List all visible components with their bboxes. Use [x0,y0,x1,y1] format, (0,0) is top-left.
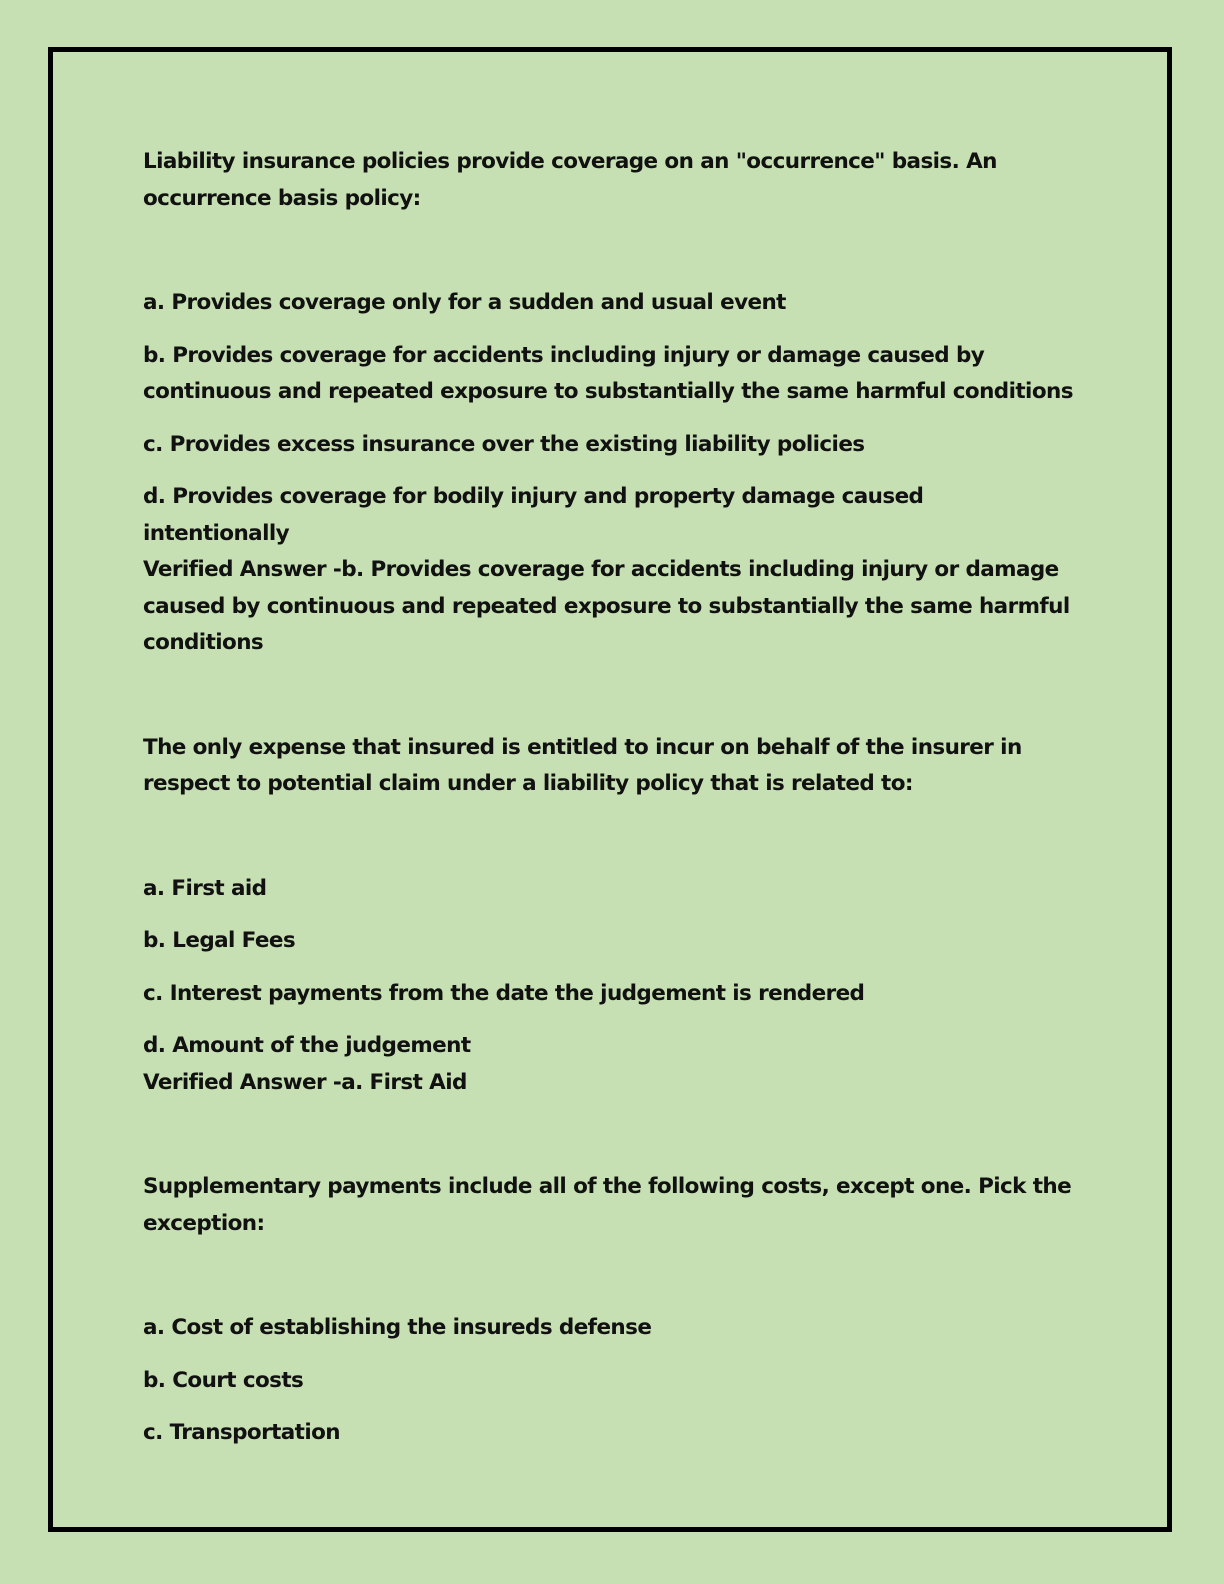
verified-answer: Verified Answer -b. Provides coverage for accidents including injury or damage caused by continuous and repeated exposure to substantially the same harmful conditions [143,557,1070,655]
answer-option: c. Provides excess insurance over the existing liability policies [143,431,865,457]
answer-option: a. Provides coverage only for a sudden and usual event [143,290,786,315]
verified-answer: Verified Answer -a. First Aid [143,1069,467,1095]
question-block [143,730,1073,1102]
document-content [143,144,1073,1468]
answer-option: a. First aid [143,875,267,901]
answer-option: b. Legal Fees [143,928,296,953]
answer-option: b. Provides coverage for accidents including injury or damage caused by continuous and repeated exposure to substantially the same harmful conditions [143,342,1073,404]
question-block [143,1169,1073,1452]
answer-option: c. Interest payments from the date the judgement is rendered [143,980,865,1006]
answer-option: a. Cost of establishing the insureds defense [143,1315,652,1340]
question-text: Supplementary payments include all of the following costs, except one. Pick the exception: [143,1174,1072,1236]
answer-option: c. Transportation [143,1420,340,1445]
question-text: The only expense that insured is entitled to incur on behalf of the insurer in respect to potential claim under a liability policy that is related to: [143,734,1022,796]
question-block [143,144,1073,662]
answer-option: d. Amount of the judgement [143,1033,471,1058]
answer-option: b. Court costs [143,1367,304,1393]
answer-option: d. Provides coverage for bodily injury and property damage caused intentionally [143,484,924,546]
question-text: Liability insurance policies provide coverage on an "occurrence" basis. An occurrence basis policy: [143,149,997,211]
